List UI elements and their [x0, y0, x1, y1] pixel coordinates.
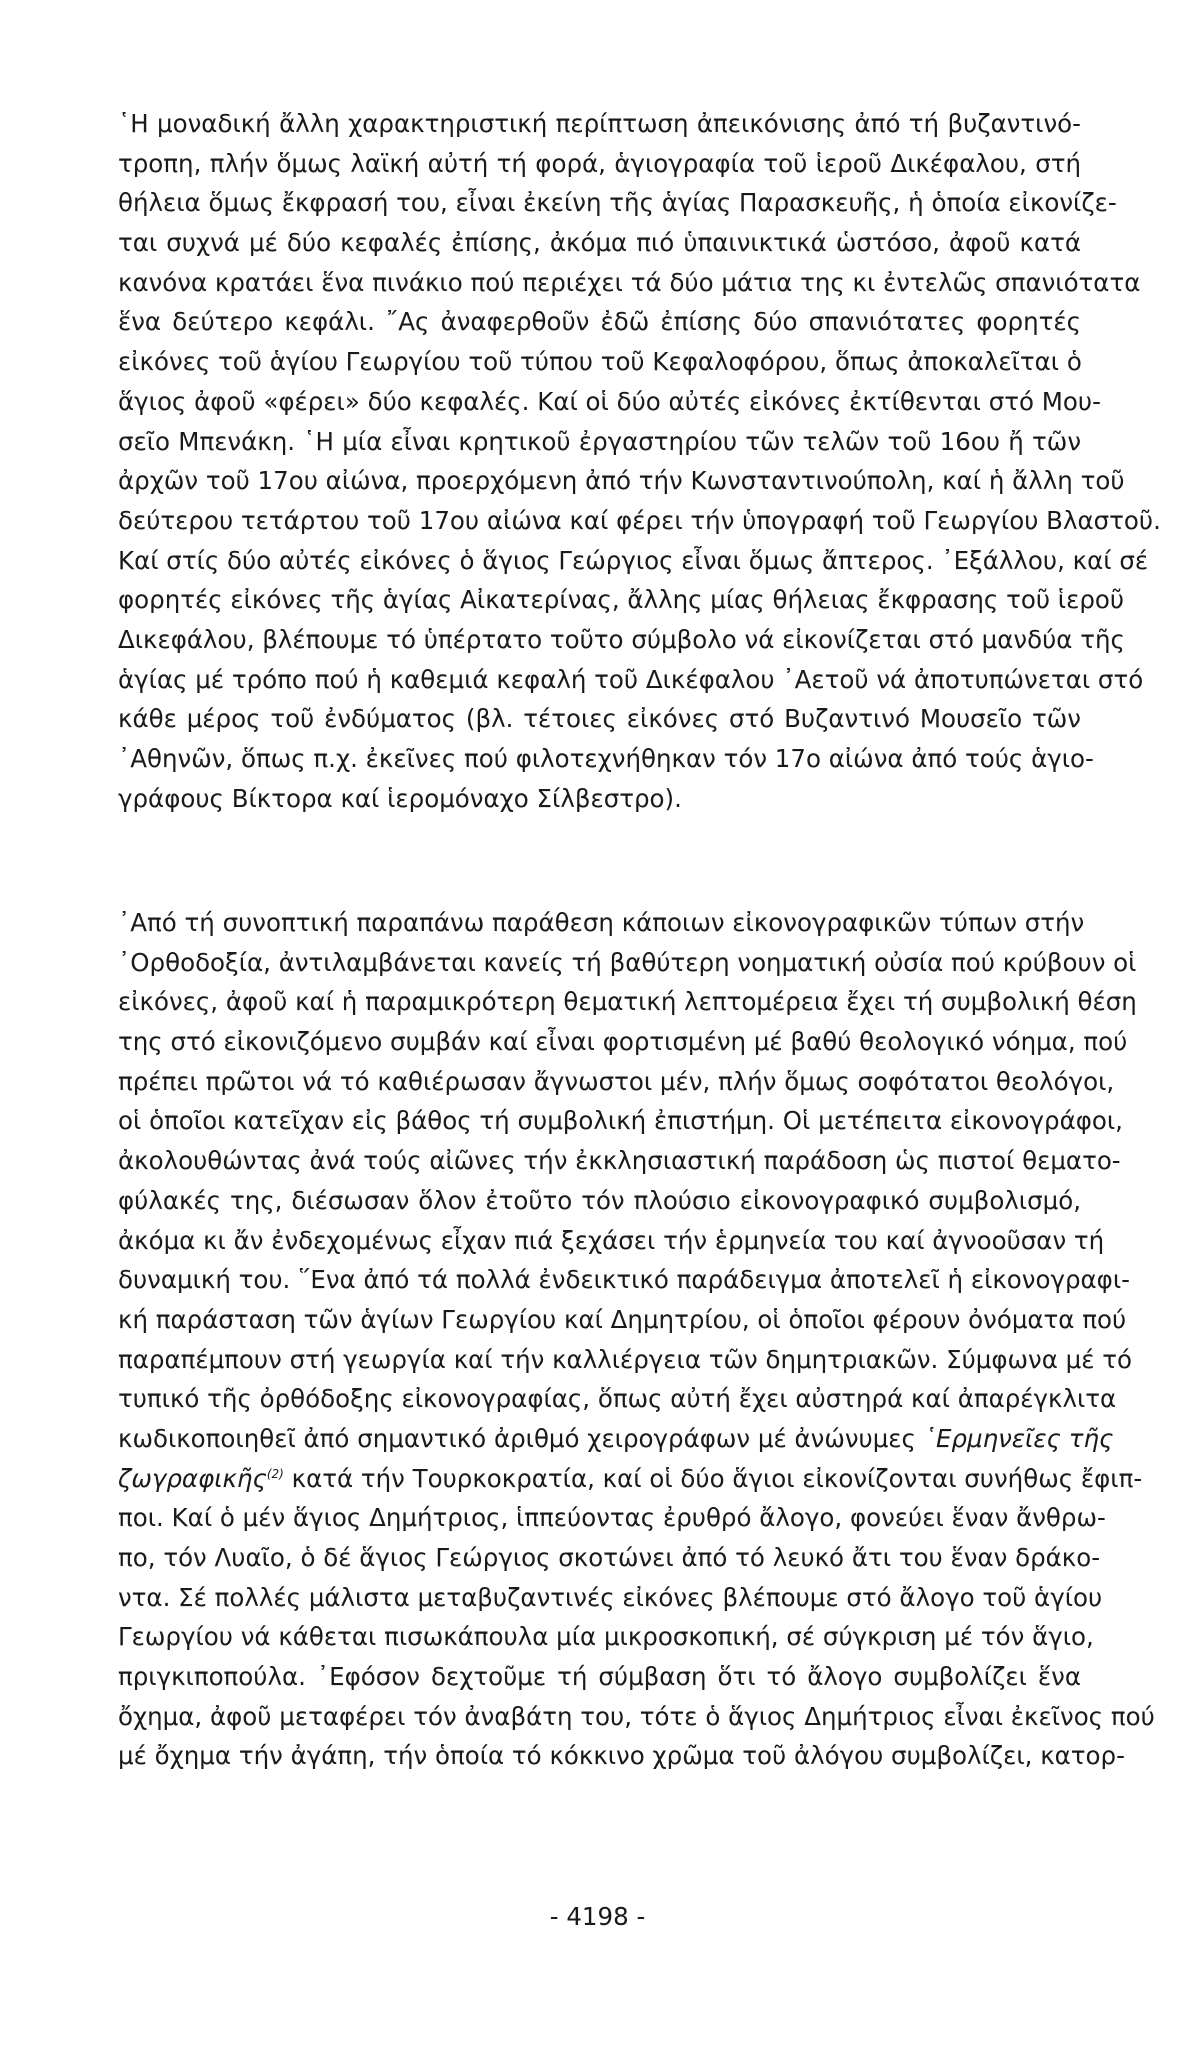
text-line: ᾿Από τή συνοπτική παραπάνω παράθεση κάποιων εἰκονογραφικῶν τύπων στήν [118, 908, 1085, 937]
italic-title: ῾Ερμηνεῖες τῆς [923, 1423, 1114, 1453]
text-line: ἀρχῶν τοῦ 17ου αἰώνα, προερχόμενη ἀπό τήν Κωνσταντινούπολη, καί ἡ ἄλλη τοῦ [118, 466, 1125, 496]
paragraph-1 [118, 104, 1161, 818]
text-line: εἰκόνες τοῦ ἁγίου Γεωργίου τοῦ τύπου τοῦ Κεφαλοφόρου, ὅπως ἀποκαλεῖται ὁ [118, 347, 1082, 377]
text-line: τροπη, πλήν ὅμως λαϊκή αὐτή τή φορά, ἁγιογραφία τοῦ ἱεροῦ Δικέφαλου, στή [118, 148, 1081, 178]
text-line: ται συχνά μέ δύο κεφαλές ἐπίσης, ἀκόμα πιό ὑπαινικτικά ὡστόσο, ἀφοῦ κατά [118, 228, 1081, 258]
text-line: θήλεια ὅμως ἔκφρασή του, εἶναι ἐκείνη τῆς ἁγίας Παρασκευῆς, ἡ ὁποία εἰκονίζε- [118, 188, 1117, 218]
text-line: Δικεφάλου, βλέπουμε τό ὑπέρτατο τοῦτο σύμβολο νά εἰκονίζεται στό μανδύα τῆς [118, 624, 1125, 654]
text-line: ἀκόμα κι ἄν ἐνδεχομένως εἶχαν πιά ξεχάσει τήν ἑρμηνεία του καί ἀγνοοῦσαν τή [118, 1225, 1105, 1255]
text-line: της στό εἰκονιζόμενο συμβάν καί εἶναι φορτισμένη μέ βαθύ θεολογικό νόημα, πού [118, 1027, 1128, 1057]
italic-title: ζωγραφικῆς [118, 1463, 267, 1493]
text-line: οἱ ὁποῖοι κατεῖχαν εἰς βάθος τή συμβολική ἐπιστήμη. Οἱ μετέπειτα εἰκονογράφοι, [118, 1106, 1123, 1136]
text-line: δυναμική του. ῞Ενα ἀπό τά πολλά ἐνδεικτικό παράδειγμα ἀποτελεῖ ἡ εἰκονογραφι- [118, 1265, 1130, 1295]
text-line: μέ ὄχημα τήν ἀγάπη, τήν ὁποία τό κόκκινο χρῶμα τοῦ ἀλόγου συμβολίζει, κατορ- [118, 1741, 1125, 1771]
paragraph-2 [118, 903, 1155, 1776]
text-line: πο, τόν Λυαῖο, ὁ δέ ἅγιος Γεώργιος σκοτώνει ἀπό τό λευκό ἄτι του ἕναν δράκο- [118, 1543, 1101, 1572]
text-line: φορητές εἰκόνες τῆς ἁγίας Αἰκατερίνας, ἄλλης μίας θήλειας ἔκφρασης τοῦ ἱεροῦ [118, 585, 1125, 615]
text-fragment: κωδικοποιηθεῖ ἀπό σημαντικό ἀριθμό χειρογράφων μέ ἀνώνυμες [118, 1423, 924, 1453]
text-line: ἀκολουθώντας ἀνά τούς αἰῶνες τήν ἐκκλησιαστική παράδοση ὡς πιστοί θεματο- [118, 1146, 1121, 1176]
text-line: παραπέμπουν στή γεωργία καί τήν καλλιέργεια τῶν δημητριακῶν. Σύμφωνα μέ τό [118, 1344, 1132, 1374]
text-line: ἅγιος ἀφοῦ «φέρει» δύο κεφαλές. Καί οἱ δύο αὐτές εἰκόνες ἐκτίθενται στό Μου- [118, 386, 1101, 416]
text-line: κή παράσταση τῶν ἁγίων Γεωργίου καί Δημητρίου, οἱ ὁποῖοι φέρουν ὀνόματα πού [118, 1304, 1127, 1334]
text-line: δεύτερου τετάρτου τοῦ 17ου αἰώνα καί φέρει τήν ὑπογραφή τοῦ Γεωργίου Βλαστοῦ. [118, 505, 1161, 535]
text-line [118, 1419, 1114, 1459]
text-line: κάθε μέρος τοῦ ἐνδύματος (βλ. τέτοιες εἰκόνες στό Βυζαντινό Μουσεῖο τῶν [118, 704, 1081, 734]
text-line: γράφους Βίκτορα καί ἱερομόναχο Σίλβεστρο). [118, 783, 682, 813]
text-line: πριγκιποπούλα. ᾿Εφόσον δεχτοῦμε τή σύμβαση ὅτι τό ἄλογο συμβολίζει ἕνα [118, 1662, 1081, 1692]
text-line [118, 1459, 1143, 1499]
text-line: πρέπει πρῶτοι νά τό καθιέρωσαν ἄγνωστοι μέν, πλήν ὅμως σοφότατοι θεολόγοι, [118, 1066, 1115, 1096]
footnote-marker[interactable]: (2) [266, 1466, 284, 1481]
text-line: ᾿Αθηνῶν, ὅπως π.χ. ἐκεῖνες πού φιλοτεχνήθηκαν τόν 17ο αἰώνα ἀπό τούς ἁγιο- [118, 744, 1094, 773]
text-line: τυπικό τῆς ὀρθόδοξης εἰκονογραφίας, ὅπως αὐτή ἔχει αὐστηρά καί ἀπαρέγκλιτα [118, 1384, 1117, 1414]
text-line: ἕνα δεύτερο κεφάλι. ῎Ας ἀναφερθοῦν ἐδῶ ἐπίσης δύο σπανιότατες φορητές [118, 307, 1081, 337]
text-line: κανόνα κρατάει ἕνα πινάκιο πού περιέχει τά δύο μάτια της κι ἐντελῶς σπανιότατα [118, 267, 1141, 297]
page-number: - 4198 - [549, 1902, 646, 1931]
text-line: ᾿Ορθοδοξία, ἀντιλαμβάνεται κανείς τή βαθύτερη νοηματική οὐσία πού κρύβουν οἱ [118, 947, 1137, 977]
text-line: ῾Η μοναδική ἄλλη χαρακτηριστική περίπτωση ἀπεικόνισης ἀπό τή βυζαντινό- [118, 109, 1081, 138]
text-line: ποι. Καί ὁ μέν ἅγιος Δημήτριος, ἱππεύοντας ἐρυθρό ἄλογο, φονεύει ἕναν ἄνθρω- [118, 1503, 1106, 1533]
text-line: εἰκόνες, ἀφοῦ καί ἡ παραμικρότερη θεματική λεπτομέρεια ἔχει τή συμβολική θέση [118, 987, 1137, 1017]
text-line: ντα. Σέ πολλές μάλιστα μεταβυζαντινές εἰκόνες βλέπουμε στό ἄλογο τοῦ ἁγίου [118, 1582, 1103, 1612]
text-line: φύλακές της, διέσωσαν ὅλον ἐτοῦτο τόν πλούσιο εἰκονογραφικό συμβολισμό, [118, 1185, 1081, 1215]
text-line: ἁγίας μέ τρόπο πού ἡ καθεμιά κεφαλή τοῦ Δικέφαλου ᾿Αετοῦ νά ἀποτυπώνεται στό [118, 664, 1144, 694]
text-line: Γεωργίου νά κάθεται πισωκάπουλα μία μικροσκοπική, σέ σύγκριση μέ τόν ἅγιο, [118, 1622, 1094, 1652]
text-fragment: κατά τήν Τουρκοκρατία, καί οἱ δύο ἅγιοι εἰκονίζονται συνήθως ἔφιπ- [283, 1463, 1143, 1493]
text-line: Καί στίς δύο αὐτές εἰκόνες ὁ ἅγιος Γεώργιος εἶναι ὅμως ἄπτερος. ᾿Εξάλλου, καί σέ [118, 545, 1149, 575]
text-line: σεῖο Μπενάκη. ῾Η μία εἶναι κρητικοῦ ἐργαστηρίου τῶν τελῶν τοῦ 16ου ἤ τῶν [118, 426, 1081, 456]
text-line: ὄχημα, ἀφοῦ μεταφέρει τόν ἀναβάτη του, τότε ὁ ἅγιος Δημήτριος εἶναι ἐκεῖνος πού [118, 1701, 1155, 1731]
